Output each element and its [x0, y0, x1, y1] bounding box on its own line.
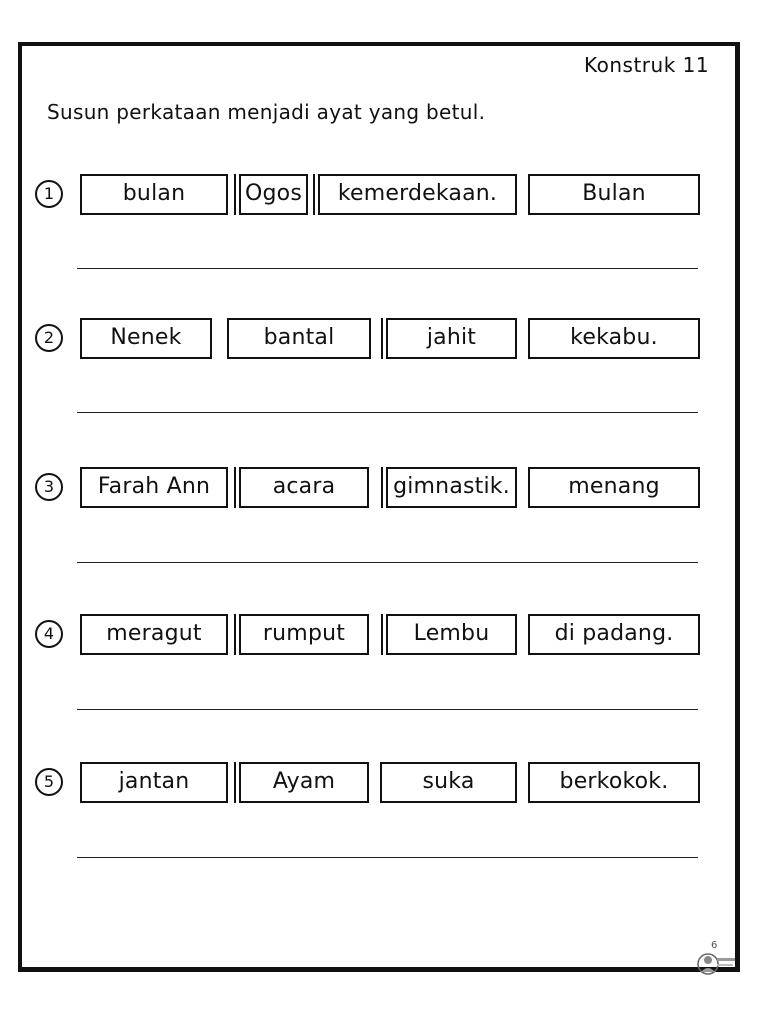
question-number: 2 [35, 324, 63, 352]
word-card[interactable]: jantan [80, 762, 228, 803]
construct-label: Konstruk 11 [584, 53, 710, 77]
word-card[interactable]: gimnastik. [386, 467, 517, 508]
question-number: 3 [35, 473, 63, 501]
word-card[interactable]: kemerdekaan. [318, 174, 517, 215]
answer-line[interactable] [77, 562, 698, 563]
instruction-text: Susun perkataan menjadi ayat yang betul. [47, 100, 486, 124]
answer-line[interactable] [77, 412, 698, 413]
answer-line[interactable] [77, 857, 698, 858]
page-number: 6 [711, 940, 718, 951]
word-card[interactable]: kekabu. [528, 318, 700, 359]
word-card[interactable]: Bulan [528, 174, 700, 215]
word-card[interactable]: berkokok. [528, 762, 700, 803]
question-number: 4 [35, 620, 63, 648]
word-card[interactable]: di padang. [528, 614, 700, 655]
word-card[interactable]: Farah Ann [80, 467, 228, 508]
answer-line[interactable] [77, 709, 698, 710]
word-card[interactable]: menang [528, 467, 700, 508]
word-card[interactable]: bantal [227, 318, 371, 359]
word-card[interactable]: Ayam [239, 762, 369, 803]
answer-line[interactable] [77, 268, 698, 269]
word-card[interactable]: suka [380, 762, 517, 803]
publisher-logo-icon [695, 948, 737, 978]
word-card[interactable]: bulan [80, 174, 228, 215]
word-card[interactable]: acara [239, 467, 369, 508]
word-card[interactable]: Nenek [80, 318, 212, 359]
word-card[interactable]: Lembu [386, 614, 517, 655]
question-number: 5 [35, 768, 63, 796]
question-number: 1 [35, 180, 63, 208]
word-card[interactable]: Ogos [239, 174, 308, 215]
word-card[interactable]: meragut [80, 614, 228, 655]
word-card[interactable]: rumput [239, 614, 369, 655]
word-card[interactable]: jahit [386, 318, 517, 359]
